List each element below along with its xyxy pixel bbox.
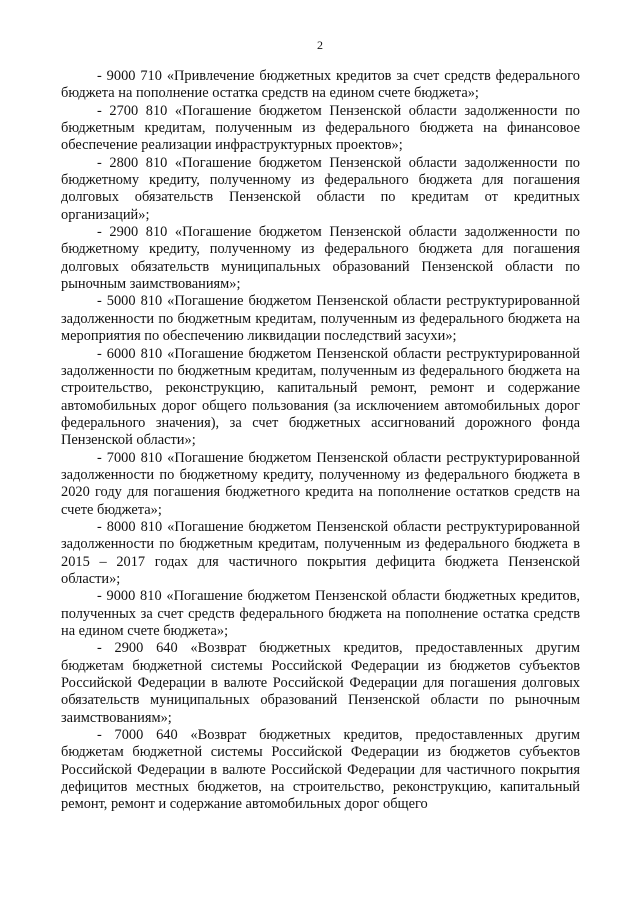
paragraph-7000-640: - 7000 640 «Возврат бюджетных кредитов, предоставленных другим бюджетам бюджетной системы Российской Федерации из бюджетов субъектов Российской Федерации в валюте Российской Федерации для частичного покрытия дефицитов местных бюджетов, на строительство, реконструкцию, капитальный ремонт, ремонт и содержание автомобильных дорог общего [61,727,580,813]
paragraph-8000-810: - 8000 810 «Погашение бюджетом Пензенской области реструктурированной задолженности по бюджетным кредитам, полученным из федерального бюджета в 2015 – 2017 годах для частичного покрытия дефицита бюджета Пензенской области»; [61,518,580,587]
paragraph-9000-810: - 9000 810 «Погашение бюджетом Пензенской области бюджетных кредитов, полученных за счет средств федерального бюджета на пополнение остатка средств на едином счете бюджета»; [61,588,580,639]
paragraph-9000-710: - 9000 710 «Привлечение бюджетных кредитов за счет средств федерального бюджета на пополнение остатка средств на едином счете бюджета»; [61,68,580,102]
paragraph-2900-810: - 2900 810 «Погашение бюджетом Пензенской области задолженности по бюджетному кредиту, полученному из федерального бюджета для погашения долговых обязательств муниципальных образований Пензенской области по рыночным заимствованиям»; [61,224,580,293]
paragraph-6000-810: - 6000 810 «Погашение бюджетом Пензенской области реструктурированной задолженности по бюджетным кредитам, полученным из федерального бюджета на строительство, реконструкцию, капитальный ремонт, ремонт и содержание автомобильных дорог общего пользования (за исключением автомобильных дорог федерального значения), за счет бюджетных ассигнований дорожного фонда Пензенской области»; [61,345,580,449]
paragraph-2900-640: - 2900 640 «Возврат бюджетных кредитов, предоставленных другим бюджетам бюджетной системы Российской Федерации из бюджетов субъектов Российской Федерации в валюте Российской Федерации для погашения долговых обязательств муниципальных образований Пензенской области по рыночным заимствованиям»; [61,640,580,726]
paragraph-2700-810: - 2700 810 «Погашение бюджетом Пензенской области задолженности по бюджетным кредитам, полученным из федерального бюджета на финансовое обеспечение реализации инфраструктурных проектов»; [61,102,580,154]
page-number: 2 [317,38,323,52]
paragraph-2800-810: - 2800 810 «Погашение бюджетом Пензенской области задолженности по бюджетному кредиту, полученному из федерального бюджета для погашения долговых обязательств Пензенской области по кредитам от кредитных организаций»; [61,154,580,223]
document-body [61,68,580,814]
paragraph-5000-810: - 5000 810 «Погашение бюджетом Пензенской области реструктурированной задолженности по бюджетным кредитам, полученным из федерального бюджета на мероприятия по обеспечению ликвидации последствий засухи»; [61,293,580,345]
paragraph-7000-810: - 7000 810 «Погашение бюджетом Пензенской области реструктурированной задолженности по бюджетному кредиту, полученному из федерального бюджета в 2020 году для погашения бюджетного кредита на пополнение остатков средств на счете бюджета»; [61,449,580,518]
